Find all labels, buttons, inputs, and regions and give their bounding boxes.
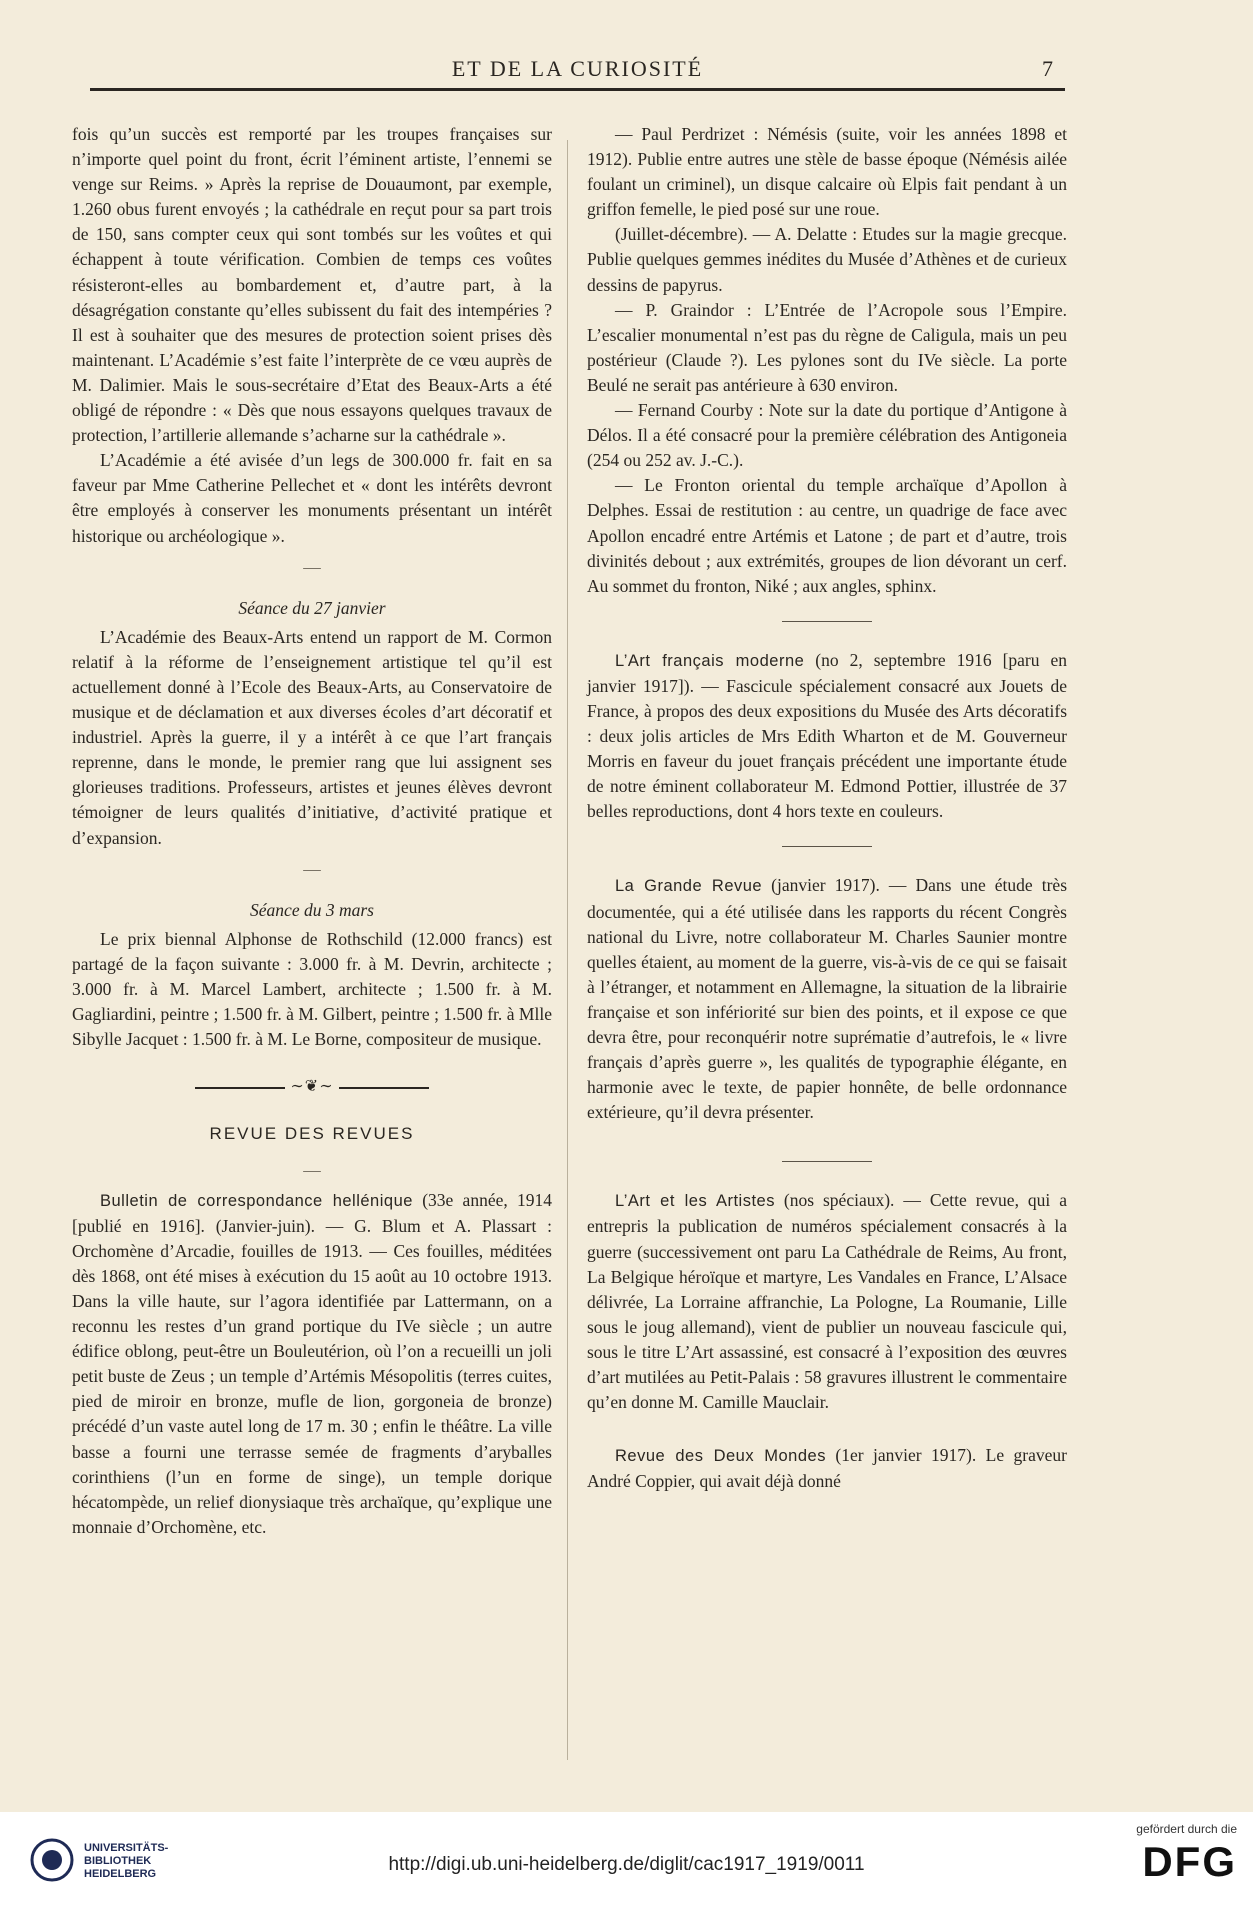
- paragraph-perdrizet: — Paul Perdrizet : Némésis (suite, voir les années 1898 et 1912). Publie entre autres une stèle de basse époque (Némésis ailée foulant un criminel), un disque calcaire où Elpis fait pendant à un griffon femelle, le pied posé sur une roue.: [587, 124, 1067, 220]
- short-rule: [782, 621, 872, 622]
- running-title: ET DE LA CURIOSITÉ: [451, 56, 704, 81]
- short-rule-3: [782, 1161, 872, 1162]
- separator-dash-2: —: [303, 858, 321, 879]
- entry-text: (1er janvier 1917). Le graveur André Coppier, qui avait déjà donné: [587, 1445, 1067, 1492]
- entry-text: (no 2, septembre 1916 [paru en janvier 1917]). — Fascicule spécialement consacré aux Jouets de France, à propos des deux expositions du Musée des Arts décoratifs : deux jolis articles de Mrs Edith Wharton et de M. Gouverneur Morris en faveur du jouet français précédent une importante étude de notre éminent collaborateur M. Edmond Pottier, illustrée de 37 belles reproductions, dont 4 hors texte en couleurs.: [587, 649, 1067, 822]
- entry-text: (janvier 1917). — Dans une étude très documentée, qui a été utilisée dans les rapports du récent Congrès national du Livre, notre collaborateur M. Charles Saunier montre quelles étaient, au moment de la guerre, vis-à-vis de ce qui se faisait à l’étranger, et notamment en Allemagne, la situation de la librairie française et son infériorité sur bien des points, et il expose ce que devra être, pour reconquérir notre suprématie d’autrefois, le « livre français d’après guerre », les qualités de typographie élégante, en harmonie avec le texte, de papier honnête, de belle ordonnance extérieure, qu’il devra présenter.: [587, 875, 1067, 1123]
- paragraph-fronton: — Le Fronton oriental du temple archaïque d’Apollon à Delphes. Essai de restitution : au centre, un quadrige de face avec Apollon encadré entre Artémis et Latone ; de part et d’autre, trois divinités debout ; aux extrémités, groupes de lion dévorant un cerf. Au sommet du fronton, Niké ; aux angles, sphinx.: [587, 475, 1067, 596]
- paragraph-prix-rothschild: Le prix biennal Alphonse de Rothschild (12.000 francs) est partagé de la façon suivante : 3.000 fr. à M. Devrin, architecte ; 3.000 fr. à M. Marcel Lambert, architecte ; 1.500 fr. à M. Gagliardini, peintre ; 1.500 fr. à M. Gilbert, peintre ; 1.500 fr. à Mlle Sibylle Jacquet : 1.500 fr. à M. Le Borne, compositeur de musique.: [72, 928, 552, 1050]
- entry-title: L’Art français moderne: [615, 651, 805, 670]
- section-heading: REVUE DES REVUES: [209, 1124, 415, 1144]
- paragraph-legs: L’Académie a été avisée d’un legs de 300.000 fr. fait en sa faveur par Mme Catherine Pellechet et « dont les intérêts devront être employés à conserver les monuments présentant un intérêt historique ou archéologique ».: [72, 450, 552, 546]
- separator-dash-3: —: [303, 1160, 321, 1181]
- dfg-logo[interactable]: [1107, 1822, 1237, 1886]
- short-rule-2: [782, 846, 872, 847]
- entry-title: Bulletin de correspondance hellénique: [100, 1191, 413, 1210]
- paragraph-delatte: (Juillet-décembre). — A. Delatte : Etudes sur la magie grecque. Publie quelques gemmes inédites du Musée d’Athènes et de curieux dessins de papyrus.: [587, 224, 1067, 295]
- paragraph-rapport-cormon: L’Académie des Beaux-Arts entend un rapport de M. Cormon relatif à la réforme de l’enseignement artistique tel qu’il est actuellement donné à l’Ecole des Beaux-Arts, au Conservatoire de musique et de déclamation et aux diverses écoles d’art décoratif et industriel. Après la guerre, il y a intérêt à ce que l’art français reprenne, dans le monde, le premier rang que lui assignent ses glorieuses traditions. Professeurs, artistes et jeunes élèves devront témoigner de leurs qualités d’initiative, d’activité pratique et d’expansion.: [72, 626, 552, 848]
- entry-art-et-artistes: [587, 1188, 1067, 1415]
- entry-grande-revue: [587, 873, 1067, 1125]
- funded-by-label: gefördert durch die: [1136, 1822, 1237, 1836]
- page-number: 7: [1042, 56, 1055, 81]
- viewer-footer: [0, 1812, 1253, 1906]
- library-line-3: HEIDELBERG: [84, 1868, 157, 1880]
- entry-deux-mondes: [587, 1443, 1067, 1494]
- library-line-1: UNIVERSITÄTS-: [84, 1842, 169, 1854]
- column-divider: [567, 140, 568, 1760]
- separator-dash: —: [303, 556, 321, 577]
- entry-title: L’Art et les Artistes: [615, 1192, 775, 1211]
- paragraph-graindor: — P. Graindor : L’Entrée de l’Acropole sous l’Empire. L’escalier monumental n’est pas du règne de Caligula, mais un peu postérieur (Claude ?). Les pylones sont du IVe siècle. La porte Beulé ne serait pas antérieure à 630 environ.: [587, 299, 1067, 395]
- entry-title: La Grande Revue: [615, 877, 763, 896]
- seance-3-mars: Séance du 3 mars: [250, 899, 374, 920]
- entry-art-francais-moderne: [587, 648, 1067, 825]
- dfg-wordmark: DFG: [1142, 1838, 1237, 1885]
- running-header: [90, 48, 1065, 91]
- paragraph-reims: fois qu’un succès est remporté par les troupes françaises sur n’importe quel point du front, écrit l’éminent artiste, l’ennemi se venge sur Reims. » Après la reprise de Douaumont, par exemple, 1.260 obus furent envoyés ; la cathédrale en reçut pour sa part trois de 150, sans compter ceux qui sont tombés sur les voûtes et qui échappent à toute vérification. Combien de temps ces voûtes résisteront-elles au bombardement et, d’autre part, à la désagrégation constante qu’elles subissent du fait des intempéries ? Il est à souhaiter que des mesures de protection soient prises dès maintenant. L’Académie s’est faite l’interprète de ce vœu auprès de M. Dalimier. Mais le sous-secrétaire d’Etat des Beaux-Arts a été obligé de répondre : « Dès que nous essayons quelques travaux de protection, l’artillerie allemande s’acharne sur la cathédrale ».: [72, 124, 552, 446]
- ornament-divider: ∼❦∼: [72, 1074, 552, 1099]
- permalink-url[interactable]: http://digi.ub.uni-heidelberg.de/diglit/cac1917_1919/0011: [388, 1854, 865, 1875]
- right-column: [587, 122, 1067, 1494]
- seance-27-janvier: Séance du 27 janvier: [238, 597, 386, 618]
- library-line-2: BIBLIOTHEK: [84, 1855, 152, 1867]
- left-column: [72, 122, 552, 1540]
- entry-text: (nos spéciaux). — Cette revue, qui a entrepris la publication de numéros spécialement consacrés à la guerre (successivement ont paru La Cathédrale de Reims, Au front, La Belgique héroïque et martyre, Les Vandales en France, L’Alsace délivrée, La Lorraine affranchie, La Pologne, La Roumanie, Lille sous le joug allemand), vient de publier un nouveau fascicule qui, sous le titre L’Art assassiné, est consacré à l’exposition des œuvres d’art mutilées au Petit-Palais : 58 gravures illustrent le commentaire qu’en donne M. Camille Mauclair.: [587, 1190, 1067, 1413]
- entry-bulletin-hellenique: [72, 1188, 552, 1540]
- paragraph-courby: — Fernand Courby : Note sur la date du portique d’Antigone à Délos. Il a été consacré pour la première célébration des Antigoneia (254 ou 252 av. J.-C.).: [587, 400, 1067, 471]
- entry-text: (33e année, 1914 [publié en 1916]. (Janvier-juin). — G. Blum et A. Plassart : Orchomène d’Arcadie, fouilles de 1913. — Ces fouilles, méditées dès 1868, ont été mises à exécution du 15 août au 10 octobre 1913. Dans la ville haute, sur l’agora identifiée par Lattermann, on a reconnu les restes d’un grand portique du IVe siècle ; un autre édifice oblong, peut-être un Bouleutérion, où l’on a recueilli un joli petit buste de Zeus ; un temple d’Artémis Mésopolitis (terres cuites, pied de miroir en bronze, mufle de lion, gorgoneia de bronze) précédé d’un vaste autel long de 17 m. 30 ; enfin le théâtre. La ville basse a fourni une terrasse semée de fragments d’aryballes corinthiens (l’un en forme de singe), un temple dorique hécatompède, un relief dionysiaque très archaïque, qu’explique une monnaie d’Orchomène, etc.: [72, 1189, 552, 1537]
- entry-title: Revue des Deux Mondes: [615, 1447, 826, 1466]
